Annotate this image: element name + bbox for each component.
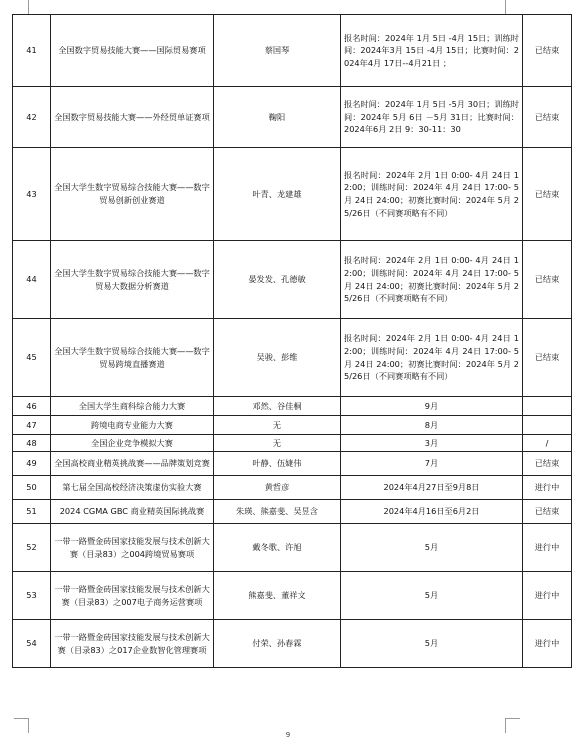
competition-name: 全国大学生数字贸易综合技能大赛——数字贸易跨境直播赛道: [51, 319, 214, 397]
table-row: [13, 148, 572, 241]
row-number: 51: [13, 500, 51, 524]
competition-name: 一带一路暨金砖国家技能发展与技术创新大赛（目录83）之007电子商务运营赛项: [51, 572, 214, 620]
table-row: [13, 476, 572, 500]
schedule-cell: 报名时间：2024年 2月 1日 0:00- 4月 24日 12:00；训练时间：2024年 4月 24日 17:00- 5月 24日 24:00；初赛比赛时间：2024年 5月 25/26日（不同赛项略有不同）: [341, 148, 523, 241]
row-number: 52: [13, 524, 51, 572]
competition-name: 全国大学生商科综合能力大赛: [51, 397, 214, 416]
instructor-names: 叶青、龙建雄: [214, 148, 341, 241]
table-row: [13, 416, 572, 435]
table-row: [13, 452, 572, 476]
row-number: 46: [13, 397, 51, 416]
status-cell: 已结束: [523, 319, 572, 397]
table-row: [13, 435, 572, 452]
schedule-cell: 报名时间：2024年 1月 5日 -5月 30日；训练时间：2024年 5月 6日 －5月 31日；比赛时间：2024年6月 2日 9：30-11：30: [341, 87, 523, 148]
row-number: 42: [13, 87, 51, 148]
status-cell: [523, 397, 572, 416]
competition-table: [12, 14, 572, 668]
row-number: 48: [13, 435, 51, 452]
schedule-cell: 2024年4月16日至6月2日: [341, 500, 523, 524]
instructor-names: 戴冬歌、许旭: [214, 524, 341, 572]
status-cell: 已结束: [523, 15, 572, 87]
crop-mark-top-left: [14, 0, 29, 15]
schedule-cell: 2024年4月27日至9月8日: [341, 476, 523, 500]
instructor-names: 蔡国琴: [214, 15, 341, 87]
row-number: 49: [13, 452, 51, 476]
schedule-cell: 8月: [341, 416, 523, 435]
status-cell: 进行中: [523, 524, 572, 572]
schedule-cell: 报名时间：2024年 1月 5日 -4月 15日；训练时间：2024年3月 15日 -4月 15日；比赛时间：2024年4月 17日--4月21日 ；: [341, 15, 523, 87]
table-row: [13, 241, 572, 319]
row-number: 54: [13, 620, 51, 668]
competition-name: 全国数字贸易技能大赛——外经贸单证赛项: [51, 87, 214, 148]
competition-name: 第七届全国高校经济决策虚仿实验大赛: [51, 476, 214, 500]
status-cell: 进行中: [523, 476, 572, 500]
instructor-names: 邓然、谷佳桐: [214, 397, 341, 416]
instructor-names: 吴骏、彭维: [214, 319, 341, 397]
schedule-cell: 9月: [341, 397, 523, 416]
table-row: [13, 319, 572, 397]
table-row: [13, 15, 572, 87]
status-cell: 已结束: [523, 241, 572, 319]
status-cell: 进行中: [523, 572, 572, 620]
table-row: [13, 524, 572, 572]
competition-name: 一带一路暨金砖国家技能发展与技术创新大赛（目录83）之004跨境贸易赛项: [51, 524, 214, 572]
schedule-cell: 5月: [341, 620, 523, 668]
schedule-cell: 5月: [341, 524, 523, 572]
table-row: [13, 500, 572, 524]
instructor-names: 付荣、孙春霖: [214, 620, 341, 668]
status-cell: /: [523, 435, 572, 452]
status-cell: 进行中: [523, 620, 572, 668]
competition-name: 全国大学生数字贸易综合技能大赛——数字贸易大数据分析赛道: [51, 241, 214, 319]
competition-name: 一带一路暨金砖国家技能发展与技术创新大赛（目录83）之017企业数智化管理赛项: [51, 620, 214, 668]
instructor-names: 鞠阳: [214, 87, 341, 148]
status-cell: 已结束: [523, 452, 572, 476]
instructor-names: 无: [214, 416, 341, 435]
crop-mark-top-right: [505, 0, 520, 15]
schedule-cell: 5月: [341, 572, 523, 620]
schedule-cell: 报名时间：2024年 2月 1日 0:00- 4月 24日 12:00；训练时间：2024年 4月 24日 17:00- 5月 24日 24:00；初赛比赛时间：2024年 5月 25/26日（不同赛项略有不同）: [341, 319, 523, 397]
page-number: 9: [285, 731, 291, 739]
schedule-cell: 报名时间：2024年 2月 1日 0:00- 4月 24日 12:00；训练时间：2024年 4月 24日 17:00- 5月 24日 24:00；初赛比赛时间：2024年 5月 25/26日（不同赛项略有不同）: [341, 241, 523, 319]
instructor-names: 熊嘉斐、董祥文: [214, 572, 341, 620]
row-number: 50: [13, 476, 51, 500]
row-number: 41: [13, 15, 51, 87]
instructor-names: 晏发发、孔德敏: [214, 241, 341, 319]
row-number: 53: [13, 572, 51, 620]
instructor-names: 无: [214, 435, 341, 452]
table-row: [13, 620, 572, 668]
competition-name: 全国高校商业精英挑战赛——品牌策划竞赛: [51, 452, 214, 476]
competition-name: 跨境电商专业能力大赛: [51, 416, 214, 435]
row-number: 43: [13, 148, 51, 241]
instructor-names: 朱瑛、熊嘉斐、吴昱含: [214, 500, 341, 524]
schedule-cell: 3月: [341, 435, 523, 452]
status-cell: [523, 416, 572, 435]
row-number: 44: [13, 241, 51, 319]
instructor-names: 叶静、伍婕伟: [214, 452, 341, 476]
status-cell: 已结束: [523, 148, 572, 241]
competition-name: 全国大学生数字贸易综合技能大赛——数字贸易创新创业赛道: [51, 148, 214, 241]
competition-name: 2024 CGMA GBC 商业精英国际挑战赛: [51, 500, 214, 524]
table-row: [13, 87, 572, 148]
instructor-names: 黄哲彦: [214, 476, 341, 500]
table-row: [13, 397, 572, 416]
schedule-cell: 7月: [341, 452, 523, 476]
table-row: [13, 572, 572, 620]
row-number: 47: [13, 416, 51, 435]
competition-name: 全国企业竞争模拟大赛: [51, 435, 214, 452]
competition-name: 全国数字贸易技能大赛——国际贸易赛项: [51, 15, 214, 87]
row-number: 45: [13, 319, 51, 397]
status-cell: 已结束: [523, 87, 572, 148]
status-cell: 已结束: [523, 500, 572, 524]
